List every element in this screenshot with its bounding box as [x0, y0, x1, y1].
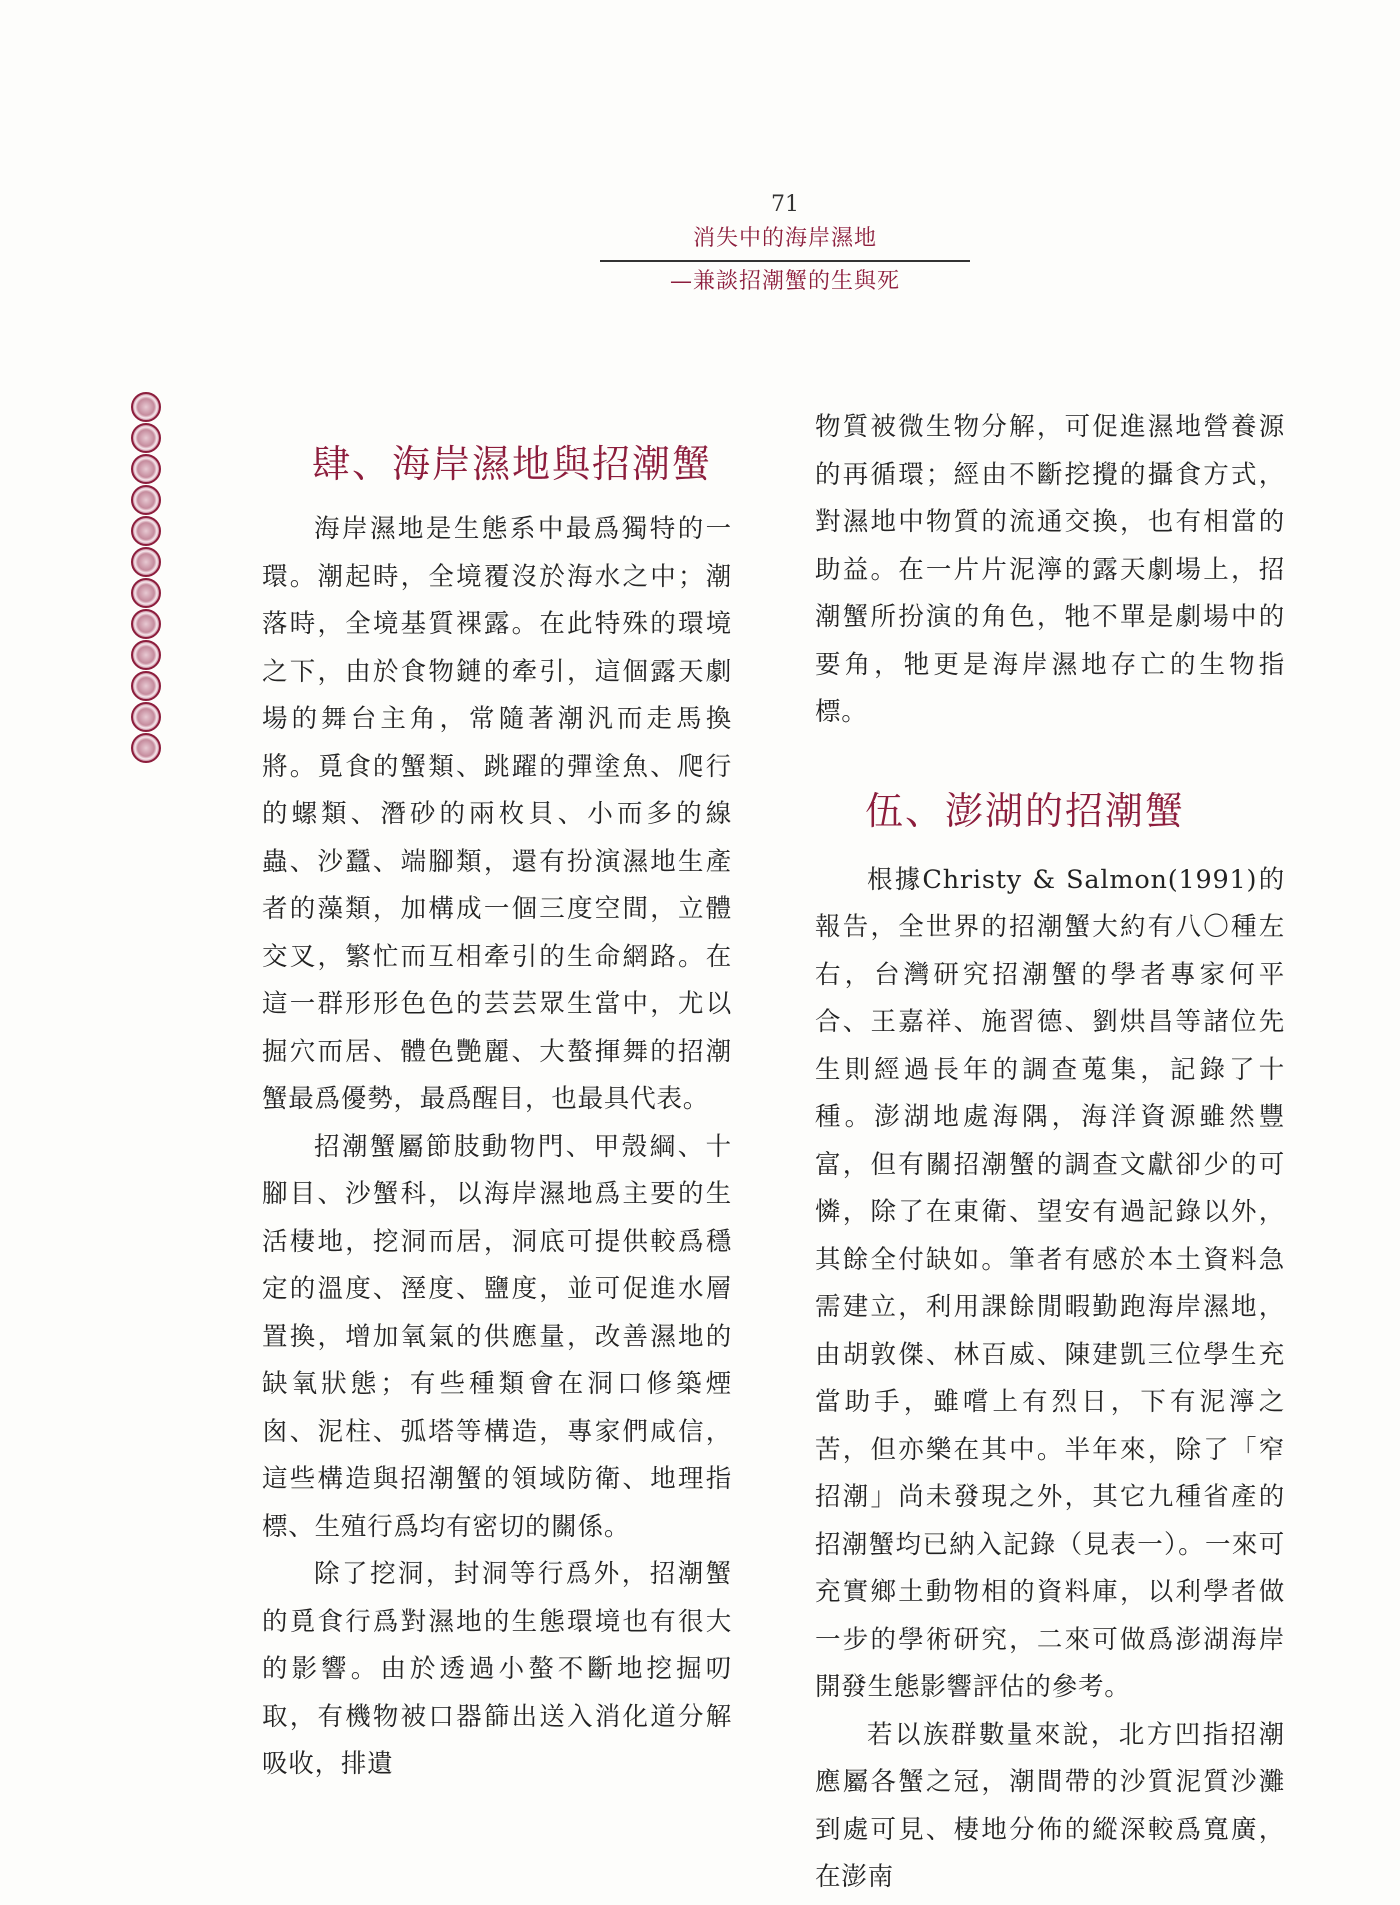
section-heading-5: 伍、澎湖的招潮蟹	[865, 788, 1186, 833]
body-paragraph: 除了挖洞，封洞等行爲外，招潮蟹的覓食行爲對濕地的生態環境也有很大的影響。由於透過小螯不斷地挖掘叨取，有機物被口器篩出送入消化道分解吸收，排遺	[262, 1559, 732, 1779]
section-heading-4: 肆、海岸濕地與招潮蟹	[312, 442, 713, 486]
seal-ornament-icon	[131, 671, 161, 701]
series-title: 消失中的海岸濕地	[692, 226, 877, 251]
seal-ornament-icon	[131, 609, 161, 639]
right-text-column	[815, 404, 1285, 1902]
series-subtitle: —兼談招潮蟹的生與死	[669, 269, 900, 294]
seal-ornament-icon	[131, 733, 161, 763]
seal-ornament-icon	[131, 485, 161, 515]
seal-ornament-icon	[131, 392, 161, 422]
header-divider	[600, 260, 970, 262]
continued-paragraph: 物質被微生物分解，可促進濕地營養源的再循環；經由不斷挖攪的攝食方式，對濕地中物質的流通交換，也有相當的助益。在一片片泥濘的露天劇場上，招潮蟹所扮演的角色，牠不單是劇場中的要角，牠更是海岸濕地存亡的生物指標。	[815, 412, 1285, 727]
body-paragraph: 若以族群數量來說，北方凹指招潮應屬各蟹之冠，潮間帶的沙質泥質沙灘到處可見、棲地分佈的縱深較爲寬廣，在澎南	[815, 1719, 1285, 1892]
seal-ornament-icon	[131, 454, 161, 484]
decorative-seal-strip	[128, 392, 168, 764]
seal-ornament-icon	[131, 547, 161, 577]
seal-ornament-icon	[131, 578, 161, 608]
running-header	[600, 188, 970, 298]
body-paragraph: 招潮蟹屬節肢動物門、甲殼綱、十腳目、沙蟹科，以海岸濕地爲主要的生活棲地，挖洞而居，洞底可提供較爲穩定的溫度、溼度、鹽度，並可促進水層置換，增加氧氣的供應量，改善濕地的缺氧狀態；有些種類會在洞口修築煙囪、泥柱、弧塔等構造，專家們咸信，這些構造與招潮蟹的領域防衛、地理指標、生殖行爲均有密切的關係。	[262, 1131, 732, 1542]
left-text-column	[262, 408, 732, 1789]
seal-ornament-icon	[131, 516, 161, 546]
body-paragraph: 根據Christy & Salmon(1991)的報告，全世界的招潮蟹大約有八〇種左右，台灣研究招潮蟹的學者專家何平合、王嘉祥、施習德、劉烘昌等諸位先生則經過長年的調查蒐集，記錄了十種。澎湖地處海隅，海洋資源雖然豐富，但有關招潮蟹的調查文獻卻少的可憐，除了在東衛、望安有過記錄以外，其餘全付缺如。筆者有感於本土資料急需建立，利用課餘閒暇勤跑海岸濕地，由胡敦傑、林百威、陳建凱三位學生充當助手，雖嚐上有烈日，下有泥濘之苦，但亦樂在其中。半年來，除了「窄招潮」尚未發現之外，其它九種省產的招潮蟹均已納入記錄（見表一）。一來可充實鄉土動物相的資料庫，以利學者做一步的學術研究，二來可做爲澎湖海岸開發生態影響評估的參考。	[815, 864, 1285, 1702]
page-number: 71	[771, 192, 799, 217]
seal-ornament-icon	[131, 702, 161, 732]
seal-ornament-icon	[131, 423, 161, 453]
body-paragraph: 海岸濕地是生態系中最爲獨特的一環。潮起時，全境覆沒於海水之中；潮落時，全境基質裸露。在此特殊的環境之下，由於食物鏈的牽引，這個露天劇場的舞台主角，常隨著潮汎而走馬換將。覓食的蟹類、跳躍的彈塗魚、爬行的螺類、潛砂的兩枚貝、小而多的線蟲、沙蠶、端腳類，還有扮演濕地生產者的藻類，加構成一個三度空間，立體交叉，繁忙而互相牽引的生命網路。在這一群形形色色的芸芸眾生當中，尤以掘穴而居、體色艷麗、大螯揮舞的招潮蟹最爲優勢，最爲醒目，也最具代表。	[262, 514, 732, 1114]
seal-ornament-icon	[131, 640, 161, 670]
